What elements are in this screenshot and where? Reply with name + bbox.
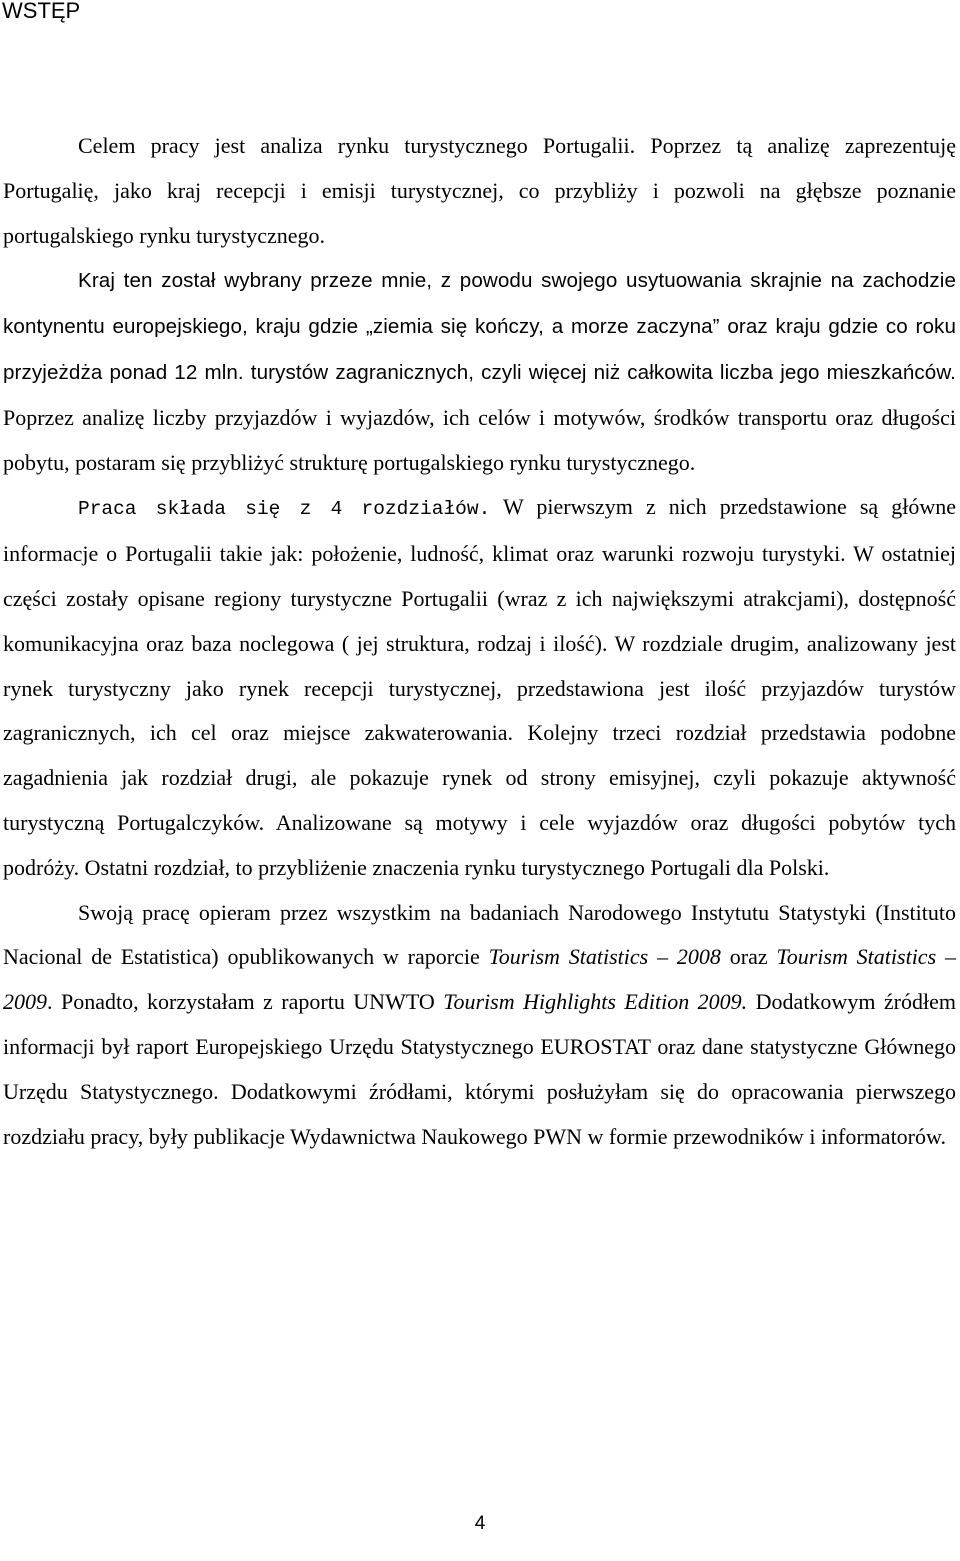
paragraph-aim-text: Celem pracy jest analiza rynku turystycznego Portugalii. Poprzez tą analizę zaprezentuję Portugalię, jako kraj recepcji i emisji turystycznej, co przybliży i pozwoli na głębsze poznanie portugalskiego rynku turystycznego. <box>3 133 956 248</box>
paragraph-structure-text: W pierwszym z nich przedstawione są główne informacje o Portugalii takie jak: położenie, ludność, klimat oraz warunki rozwoju turystyki. W ostatniej części zostały opisane regiony turystyczne Portugalii (wraz z ich największymi atrakcjami), dostępność komunikacyjna oraz baza noclegowa ( jej struktura, rodzaj i ilość). W rozdziale drugim, analizowany jest rynek turystyczny jako rynek recepcji turystycznej, przedstawiona jest ilość przyjazdów turystów zagranicznych, ich cel oraz miejsce zakwaterowania. Kolejny trzeci rozdział przedstawia podobne zagadnienia jak rozdział drugi, ale pokazuje rynek od strony emisyjnej, czyli pokazuje aktywność turystyczną Portugalczyków. Analizowane są motywy i cele wyjazdów oraz długości pobytów tych podróży. Ostatni rozdział, to przybliżenie znaczenia rynku turystycznego Portugali dla Polski. <box>3 494 956 880</box>
paragraph-aim <box>3 124 956 258</box>
paragraph-motivation-sentence-1: Kraj ten został wybrany przeze mnie, z powodu swojego usytuowania skrajnie na zachodzie kontynentu europejskiego, kraju gdzie „ziemia się kończy, a morze zaczyna” oraz kraju gdzie co roku przyjeżdża ponad 12 mln. turystów zagranicznych, czyli więcej niż całkowita liczba jego mieszkańców. <box>3 269 956 384</box>
sources-title-highlights: Tourism Highlights Edition 2009. <box>443 989 748 1015</box>
paragraph-sources <box>3 891 956 1160</box>
sources-title-ts2008: Tourism Statistics – 2008 <box>488 944 721 970</box>
sources-text-3: . Ponadto, korzystałam z raportu UNWTO <box>47 989 444 1015</box>
paragraph-motivation <box>3 258 956 485</box>
section-heading: WSTĘP <box>2 0 81 23</box>
page-number: 4 <box>474 1513 486 1534</box>
sources-text-1: Swoją pracę opieram przez wszystkim na badaniach Narodowego Instytutu Statystyki (Instituto Nacional de Estatistica) opublikowanych w raporcie <box>3 899 956 970</box>
paragraph-structure <box>3 485 956 890</box>
sources-text-2: oraz <box>720 944 777 970</box>
paragraph-motivation-sentence-2: Poprzez analizę liczby przyjazdów i wyjazdów, ich celów i motywów, środków transportu oraz długości pobytu, postaram się przybliżyć strukturę portugalskiego rynku turystycznego. <box>3 404 956 475</box>
sources-title-ts2009: Tourism Statistics – 2009 <box>3 944 956 1015</box>
sources-text-4: Dodatkowym źródłem informacji był raport Europejskiego Urzędu Statystycznego EUROSTAT oraz dane statystyczne Głównego Urzędu Statystycznego. Dodatkowymi źródłami, którymi posłużyłam się do opracowania pierwszego rozdziału pracy, były publikacje Wydawnictwa Naukowego PWN w formie przewodników i informatorów. <box>3 989 956 1149</box>
paragraph-structure-sentence-1: Praca składa się z 4 rozdziałów. <box>78 498 491 521</box>
document-body <box>3 124 956 1159</box>
